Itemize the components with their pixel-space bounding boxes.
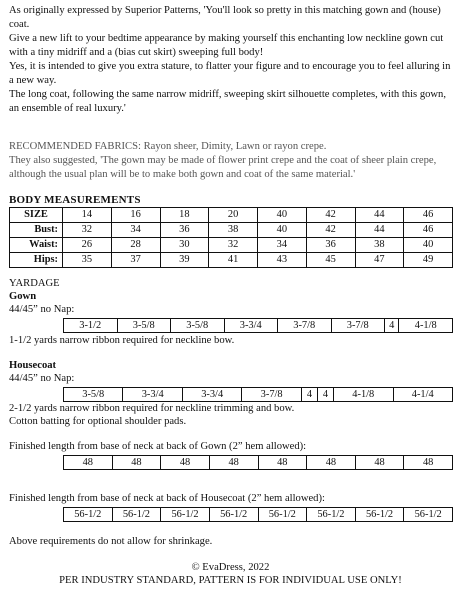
bust-cell: 40 — [258, 223, 307, 238]
hips-cell: 47 — [355, 253, 404, 268]
gown-ribbon-note: 1-1/2 yards narrow ribbon required for neckline bow. — [9, 335, 235, 346]
yardage-cell: 3-1/2 — [64, 319, 118, 333]
housecoat-yardage-table — [63, 387, 453, 402]
length-cell: 56-1/2 — [258, 508, 307, 522]
length-cell: 48 — [112, 456, 161, 470]
row-label: SIZE — [10, 208, 63, 223]
waist-cell: 36 — [306, 238, 355, 253]
length-cell: 48 — [307, 456, 356, 470]
row-label: Hips: — [10, 253, 63, 268]
table-row — [10, 238, 453, 253]
length-cell: 48 — [161, 456, 210, 470]
yardage-cell: 4-1/4 — [393, 388, 453, 402]
measurements-title: BODY MEASUREMENTS — [9, 194, 141, 206]
yardage-cell: 3-7/8 — [242, 388, 301, 402]
yardage-cell: 4-1/8 — [399, 319, 453, 333]
table-row — [64, 319, 453, 333]
size-cell: 46 — [404, 208, 453, 223]
length-cell: 56-1/2 — [404, 508, 453, 522]
table-row — [10, 223, 453, 238]
measurements-table — [9, 207, 453, 268]
hips-cell: 45 — [306, 253, 355, 268]
hips-cell: 41 — [209, 253, 258, 268]
intro-line: The long coat, following the same narrow midriff, sweeping skirt silhouette completes, with this gown, an ensemble of real luxury.' — [9, 89, 447, 114]
yardage-cell: 3-3/4 — [224, 319, 278, 333]
length-cell: 48 — [64, 456, 113, 470]
row-label: Waist: — [10, 238, 63, 253]
bust-cell: 36 — [160, 223, 209, 238]
bust-cell: 34 — [111, 223, 160, 238]
length-cell: 48 — [209, 456, 258, 470]
housecoat-batting-note: Cotton batting for optional shoulder pads. — [9, 416, 187, 427]
fabrics-line: They also suggested, 'The gown may be made of flower print crepe and the coat of sheer plain crepe, although the usual plan will be to make both gown and coat of the same material.' — [9, 155, 437, 180]
gown-length-label: Finished length from base of neck at back of Gown (2” hem allowed): — [9, 441, 307, 452]
waist-cell: 34 — [258, 238, 307, 253]
yardage-cell: 4 — [317, 388, 333, 402]
size-cell: 44 — [355, 208, 404, 223]
size-cell: 40 — [258, 208, 307, 223]
table-row — [10, 208, 453, 223]
length-cell: 56-1/2 — [161, 508, 210, 522]
housecoat-heading: Housecoat — [9, 360, 57, 371]
yardage-cell: 3-7/8 — [278, 319, 332, 333]
waist-cell: 26 — [63, 238, 112, 253]
hips-cell: 43 — [258, 253, 307, 268]
housecoat-nap-label: 44/45” no Nap: — [9, 373, 75, 384]
bust-cell: 32 — [63, 223, 112, 238]
length-cell: 56-1/2 — [209, 508, 258, 522]
yardage-cell: 3-3/4 — [182, 388, 241, 402]
size-cell: 14 — [63, 208, 112, 223]
size-cell: 20 — [209, 208, 258, 223]
housecoat-length-table — [63, 507, 453, 522]
length-cell: 48 — [355, 456, 404, 470]
yardage-cell: 3-5/8 — [117, 319, 171, 333]
bust-cell: 46 — [404, 223, 453, 238]
housecoat-length-label: Finished length from base of neck at back of Housecoat (2” hem allowed): — [9, 493, 325, 504]
intro-line: Give a new lift to your bedtime appearance by making yourself this enchanting low neckline gown cut with a tiny midriff and a (bias cut skirt) sweeping full body! — [9, 33, 444, 58]
waist-cell: 30 — [160, 238, 209, 253]
gown-heading: Gown — [9, 291, 37, 302]
usage-notice: PER INDUSTRY STANDARD, PATTERN IS FOR INDIVIDUAL USE ONLY! — [59, 575, 402, 586]
hips-cell: 39 — [160, 253, 209, 268]
yardage-cell: 4 — [385, 319, 399, 333]
intro-line: As originally expressed by Superior Patterns, 'You'll look so pretty in this matching gown and (house) coat. — [9, 5, 441, 30]
length-cell: 56-1/2 — [112, 508, 161, 522]
length-cell: 56-1/2 — [307, 508, 356, 522]
hips-cell: 37 — [111, 253, 160, 268]
fabrics-text — [9, 140, 455, 182]
length-cell: 48 — [258, 456, 307, 470]
bust-cell: 38 — [209, 223, 258, 238]
intro-line: Yes, it is intended to give you extra stature, to flatter your figure and to encourage you to feel alluring in a new way. — [9, 61, 451, 86]
table-row — [64, 388, 453, 402]
yardage-cell: 3-7/8 — [331, 319, 385, 333]
waist-cell: 40 — [404, 238, 453, 253]
intro-text — [9, 4, 455, 116]
yardage-cell: 4-1/8 — [334, 388, 393, 402]
hips-cell: 35 — [63, 253, 112, 268]
shrinkage-note: Above requirements do not allow for shrinkage. — [9, 536, 213, 547]
yardage-cell: 3-5/8 — [171, 319, 225, 333]
waist-cell: 32 — [209, 238, 258, 253]
gown-nap-label: 44/45” no Nap: — [9, 304, 75, 315]
size-cell: 16 — [111, 208, 160, 223]
row-label: Bust: — [10, 223, 63, 238]
waist-cell: 38 — [355, 238, 404, 253]
size-cell: 42 — [306, 208, 355, 223]
gown-length-table — [63, 455, 453, 470]
hips-cell: 49 — [404, 253, 453, 268]
length-cell: 48 — [404, 456, 453, 470]
table-row — [64, 456, 453, 470]
yardage-title: YARDAGE — [9, 278, 60, 289]
table-row — [64, 508, 453, 522]
size-cell: 18 — [160, 208, 209, 223]
bust-cell: 42 — [306, 223, 355, 238]
length-cell: 56-1/2 — [355, 508, 404, 522]
table-row — [10, 253, 453, 268]
fabrics-line: RECOMMENDED FABRICS: Rayon sheer, Dimity, Lawn or rayon crepe. — [9, 141, 327, 152]
housecoat-ribbon-note: 2-1/2 yards narrow ribbon required for neckline trimming and bow. — [9, 403, 295, 414]
waist-cell: 28 — [111, 238, 160, 253]
length-cell: 56-1/2 — [64, 508, 113, 522]
gown-yardage-table — [63, 318, 453, 333]
yardage-cell: 4 — [301, 388, 317, 402]
yardage-cell: 3-3/4 — [123, 388, 182, 402]
bust-cell: 44 — [355, 223, 404, 238]
copyright: © EvaDress, 2022 — [191, 562, 270, 573]
yardage-cell: 3-5/8 — [64, 388, 123, 402]
